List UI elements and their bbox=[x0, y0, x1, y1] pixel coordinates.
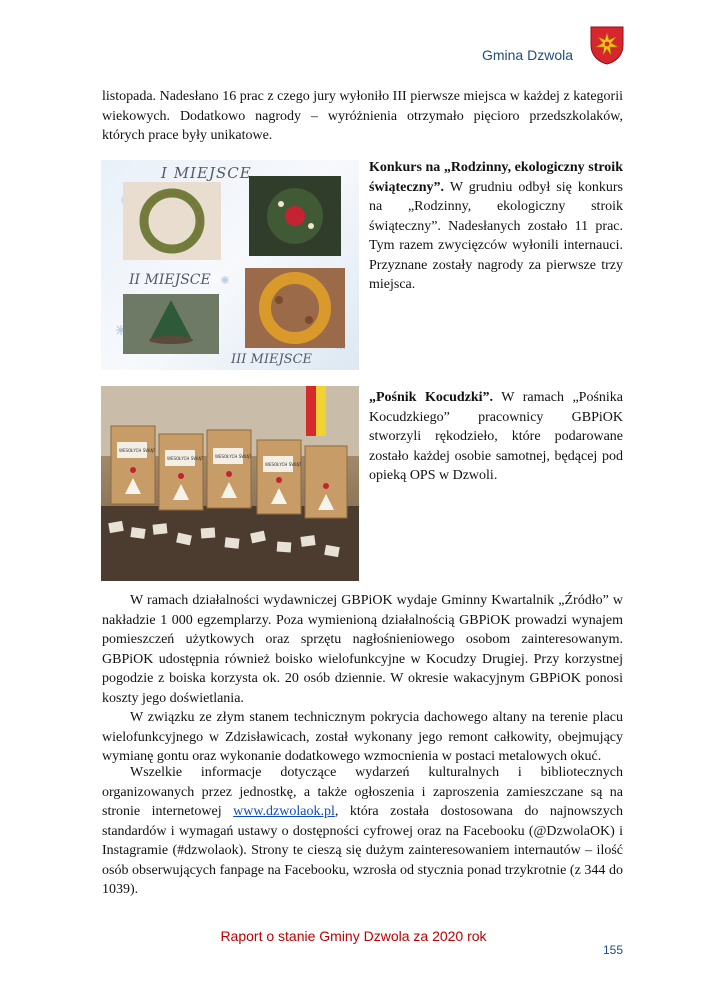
bag-label-1: WESOŁYCH ŚWIĄT bbox=[119, 448, 156, 453]
third-place-label: III MIEJSCE bbox=[231, 352, 313, 367]
coat-of-arms-icon bbox=[589, 25, 625, 65]
bag-label-2: WESOŁYCH ŚWIĄT bbox=[167, 456, 204, 461]
section-posnik-text: W ramach „Pośnika Kocudzkiego” pracownicy GBPiOK stworzyli rękodzieło, które podarowane zostało każdej osobie samotnej, będącej pod opieką OPS w Dzwoli. bbox=[369, 390, 623, 483]
section-posnik bbox=[369, 388, 623, 486]
wreath-contest-photo bbox=[101, 160, 359, 370]
section-wreath-contest bbox=[369, 158, 623, 295]
gift-bags-graphic bbox=[101, 386, 359, 581]
page-header bbox=[0, 0, 707, 70]
bag-label-4: WESOŁYCH ŚWIĄT bbox=[265, 462, 302, 467]
online-info-text-after: , która została dostosowana do najnowszych standardów i wymagań ustawy o dostępności cyfrowej oraz na Facebooku (@DzwolaOK) i Instagramie (#dzwolaok). Strony te cieszą się dużym zainteresowaniem internautów – ilość osób obserwujących fanpage na Facebooku, wzrosła od stycznia ponad trzykrotnie (z 344 do 1039). bbox=[102, 804, 623, 897]
report-title-footer: Raport o stanie Gminy Dzwola za 2020 rok bbox=[220, 928, 487, 944]
section-wreath-contest-text: W grudniu odbył się konkurs na „Rodzinny, ekologiczny stroik świąteczny”. Nadesłanych zostało 11 prac. Tym razem zwycięzców wyłonili internauci. Przyznane zostały nagrody za pierwsze trzy miejsca. bbox=[369, 179, 623, 292]
paragraph-online-info bbox=[102, 763, 623, 900]
paragraph-publishing: W ramach działalności wydawniczej GBPiOK wydaje Gminny Kwartalnik „Źródło” w nakładzie 1 000 egzemplarzy. Poza wymienioną działalnością GBPiOK prowadzi wynajem pomieszczeń użytkowych oraz sprzętu nagłośnieniowego osobom zainteresowanym. GBPiOK udostępnia również boisko wielofunkcyjne w Kocudzy Drugiej. Przy korzystnej pogodzie z boiska korzysta ok. 20 osób dziennie. W okresie wakacyjnym GBPiOK ponosi koszty jego doświetlania. bbox=[102, 593, 623, 706]
wreath-collage-graphic bbox=[101, 160, 359, 370]
paragraph-contest-summary: listopada. Nadesłano 16 prac z czego jury wyłoniło III pierwsze miejsca w każdej z kategorii wiekowych. Dodatkowo nagrody – wyróżnienia otrzymało pięcioro przedszkolaków, których prace były unikatowe. bbox=[102, 89, 623, 143]
municipality-name: Gmina Dzwola bbox=[481, 47, 573, 63]
section-posnik-title: „Pośnik Kocudzki”. bbox=[369, 390, 494, 405]
section-wreath-contest-title: Konkurs na „Rodzinny, ekologiczny stroik świąteczny”. bbox=[369, 160, 623, 195]
bag-label-3: WESOŁYCH ŚWIĄT bbox=[215, 454, 252, 459]
page-number: 155 bbox=[602, 943, 623, 957]
posnik-gifts-photo bbox=[101, 386, 359, 581]
second-place-label: II MIEJSCE bbox=[129, 272, 211, 288]
paragraph-renovation: W związku ze złym stanem technicznym pokrycia dachowego altany na terenie placu wielofunkcyjnego w Zdzisławicach, został wykonany jego remont całkowity, obejmujący wymianę gontu oraz wykonanie dodatkowego wzmocnienia w postaci metalowych okuć. bbox=[102, 710, 623, 764]
online-info-text-before: Wszelkie informacje dotyczące wydarzeń kulturalnych i bibliotecznych organizowanych przez jednostkę, a także ogłoszenia i zaproszenia zamieszczane są na stronie internetowej bbox=[102, 765, 623, 819]
first-place-label: I MIEJSCE bbox=[161, 164, 252, 182]
website-link[interactable]: www.dzwolaok.pl bbox=[233, 804, 335, 819]
